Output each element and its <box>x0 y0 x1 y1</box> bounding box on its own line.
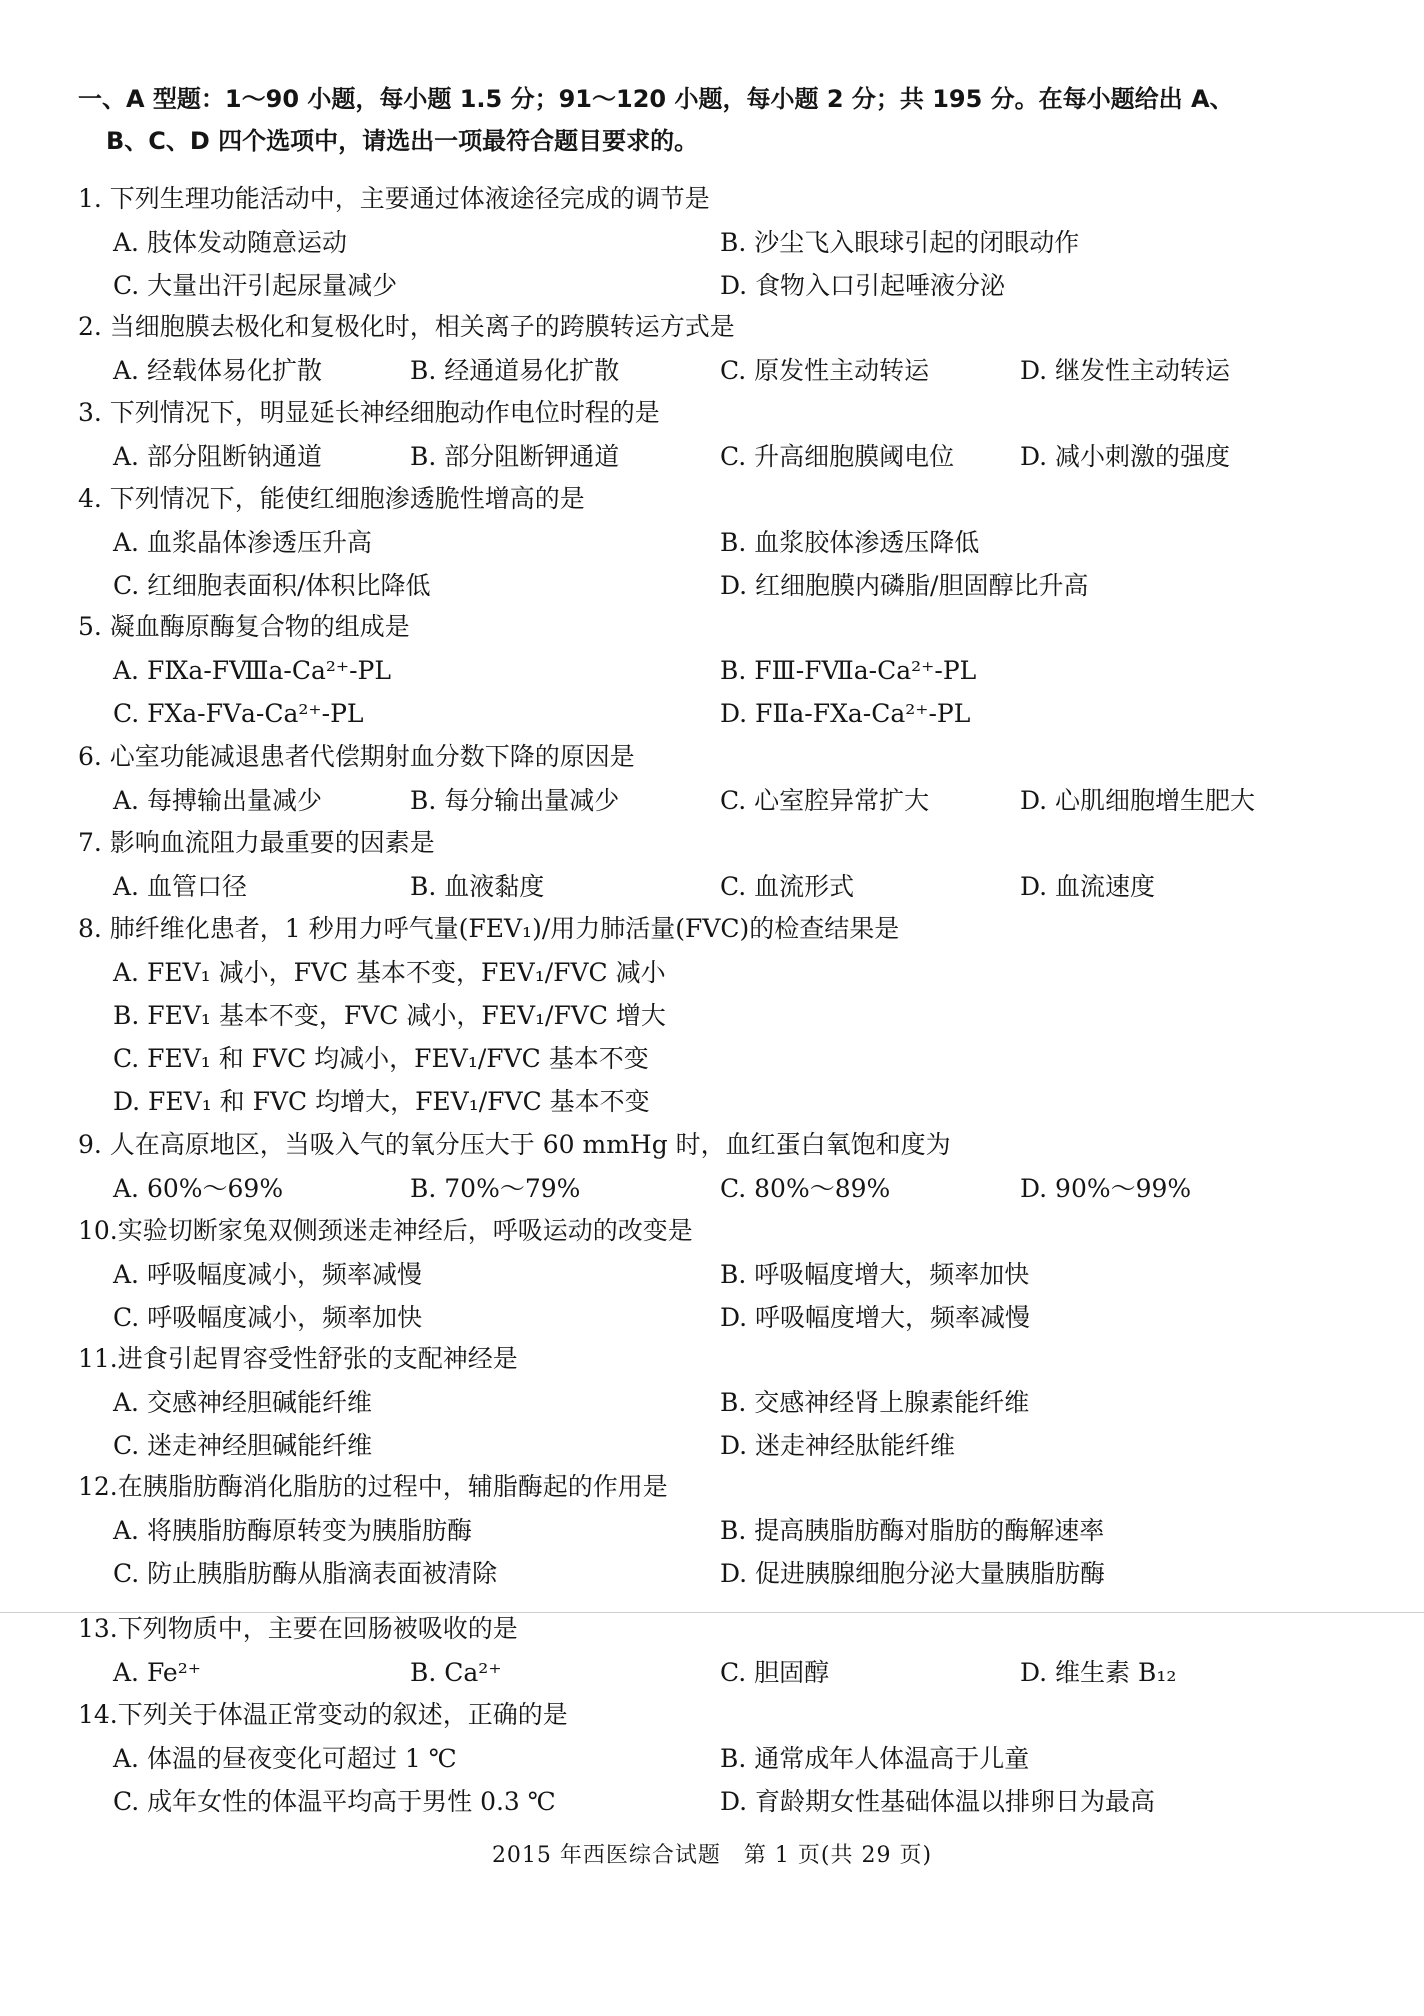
option-a: A. Fe²⁺ <box>113 1658 201 1687</box>
question-stem: 9. 人在高原地区，当吸入气的氧分压大于 60 mmHg 时，血红蛋白氧饱和度为 <box>78 1130 951 1159</box>
option-c: C. 红细胞表面积/体积比降低 <box>113 571 431 600</box>
question-stem: 13.下列物质中，主要在回肠被吸收的是 <box>78 1614 518 1643</box>
option-d: D. 食物入口引起唾液分泌 <box>720 271 1006 300</box>
option-b: B. 每分输出量减少 <box>410 786 620 815</box>
question-7 <box>78 820 1358 908</box>
option-c: C. FⅩa-FⅤa-Ca²⁺-PL <box>113 699 364 728</box>
option-b: B. 通常成年人体温高于儿童 <box>720 1744 1030 1773</box>
option-a: A. 每搏输出量减少 <box>113 786 322 815</box>
option-b: B. 经通道易化扩散 <box>410 356 620 385</box>
option-a: A. 体温的昼夜变化可超过 1 ℃ <box>113 1744 457 1773</box>
question-stem: 6. 心室功能减退患者代偿期射血分数下降的原因是 <box>78 742 635 771</box>
question-13 <box>78 1606 1358 1694</box>
option-b: B. 血液黏度 <box>410 872 545 901</box>
option-a: A. 肢体发动随意运动 <box>113 228 347 257</box>
option-d: D. 促进胰腺细胞分泌大量胰脂肪酶 <box>720 1559 1106 1588</box>
question-9 <box>78 1122 1358 1210</box>
option-c: C. FEV₁ 和 FVC 均减小，FEV₁/FVC 基本不变 <box>113 1044 649 1073</box>
option-a: A. FEV₁ 减小，FVC 基本不变，FEV₁/FVC 减小 <box>113 958 666 987</box>
option-c: C. 胆固醇 <box>720 1658 830 1687</box>
option-d: D. 90%～99% <box>1020 1174 1192 1203</box>
option-b: B. 提高胰脂肪酶对脂肪的酶解速率 <box>720 1516 1105 1545</box>
option-d: D. 血流速度 <box>1020 872 1156 901</box>
option-a: A. 血管口径 <box>113 872 247 901</box>
option-a: A. 60%～69% <box>113 1174 284 1203</box>
question-stem: 7. 影响血流阻力最重要的因素是 <box>78 828 435 857</box>
option-d: D. 维生素 B₁₂ <box>1020 1658 1177 1687</box>
section-instructions <box>78 78 1348 162</box>
option-c: C. 防止胰脂肪酶从脂滴表面被清除 <box>113 1559 498 1588</box>
option-b: B. 70%～79% <box>410 1174 581 1203</box>
option-c: C. 原发性主动转运 <box>720 356 930 385</box>
option-a: A. FⅨa-FⅧa-Ca²⁺-PL <box>113 656 391 685</box>
option-a: A. 将胰脂肪酶原转变为胰脂肪酶 <box>113 1516 472 1545</box>
option-b: B. 交感神经肾上腺素能纤维 <box>720 1388 1030 1417</box>
question-2 <box>78 304 1358 392</box>
option-c: C. 升高细胞膜阈电位 <box>720 442 955 471</box>
option-d: D. FEV₁ 和 FVC 均增大，FEV₁/FVC 基本不变 <box>113 1087 650 1116</box>
question-14 <box>78 1692 1358 1823</box>
question-11 <box>78 1336 1358 1467</box>
option-b: B. Ca²⁺ <box>410 1658 502 1687</box>
option-a: A. 经载体易化扩散 <box>113 356 322 385</box>
option-d: D. 迷走神经肽能纤维 <box>720 1431 956 1460</box>
option-a: A. 部分阻断钠通道 <box>113 442 322 471</box>
option-c: C. 心室腔异常扩大 <box>720 786 930 815</box>
question-stem: 10.实验切断家兔双侧颈迷走神经后，呼吸运动的改变是 <box>78 1216 693 1245</box>
question-stem: 1. 下列生理功能活动中，主要通过体液途径完成的调节是 <box>78 184 710 213</box>
option-c: C. 迷走神经胆碱能纤维 <box>113 1431 373 1460</box>
question-stem: 14.下列关于体温正常变动的叙述，正确的是 <box>78 1700 568 1729</box>
question-stem: 5. 凝血酶原酶复合物的组成是 <box>78 612 410 641</box>
option-c: C. 血流形式 <box>720 872 855 901</box>
option-c: C. 大量出汗引起尿量减少 <box>113 271 398 300</box>
question-12 <box>78 1464 1358 1595</box>
option-d: D. 心肌细胞增生肥大 <box>1020 786 1256 815</box>
option-d: D. 育龄期女性基础体温以排卵日为最高 <box>720 1787 1156 1816</box>
question-8 <box>78 906 1358 1123</box>
option-b: B. 血浆胶体渗透压降低 <box>720 528 980 557</box>
option-a: A. 血浆晶体渗透压升高 <box>113 528 372 557</box>
question-4 <box>78 476 1358 607</box>
option-c: C. 成年女性的体温平均高于男性 0.3 ℃ <box>113 1787 556 1816</box>
question-10 <box>78 1208 1358 1339</box>
question-stem: 4. 下列情况下，能使红细胞渗透脆性增高的是 <box>78 484 585 513</box>
option-b: B. FⅢ-FⅦa-Ca²⁺-PL <box>720 656 977 685</box>
page-footer: 2015 年西医综合试题 第 1 页(共 29 页) <box>491 1843 933 1868</box>
instructions-line-2: B、C、D 四个选项中，请选出一项最符合题目要求的。 <box>106 127 699 155</box>
question-6 <box>78 734 1358 822</box>
option-a: A. 呼吸幅度减小，频率减慢 <box>113 1260 422 1289</box>
question-5 <box>78 604 1358 735</box>
option-b: B. 沙尘飞入眼球引起的闭眼动作 <box>720 228 1080 257</box>
option-b: B. FEV₁ 基本不变，FVC 减小，FEV₁/FVC 增大 <box>113 1001 666 1030</box>
option-d: D. 呼吸幅度增大，频率减慢 <box>720 1303 1031 1332</box>
option-d: D. 红细胞膜内磷脂/胆固醇比升高 <box>720 571 1089 600</box>
option-a: A. 交感神经胆碱能纤维 <box>113 1388 372 1417</box>
option-c: C. 呼吸幅度减小，频率加快 <box>113 1303 423 1332</box>
option-b: B. 呼吸幅度增大，频率加快 <box>720 1260 1030 1289</box>
question-stem: 11.进食引起胃容受性舒张的支配神经是 <box>78 1344 518 1373</box>
question-1 <box>78 176 1358 307</box>
question-stem: 12.在胰脂肪酶消化脂肪的过程中，辅脂酶起的作用是 <box>78 1472 668 1501</box>
option-b: B. 部分阻断钾通道 <box>410 442 620 471</box>
question-stem: 3. 下列情况下，明显延长神经细胞动作电位时程的是 <box>78 398 660 427</box>
option-d: D. FⅡa-FⅩa-Ca²⁺-PL <box>720 699 971 728</box>
instructions-line-1: 一、A 型题：1～90 小题，每小题 1.5 分；91～120 小题，每小题 2 分；共 195 分。在每小题给出 A、 <box>78 85 1234 113</box>
question-stem: 2. 当细胞膜去极化和复极化时，相关离子的跨膜转运方式是 <box>78 312 735 341</box>
option-d: D. 减小刺激的强度 <box>1020 442 1231 471</box>
question-stem: 8. 肺纤维化患者，1 秒用力呼气量(FEV₁)/用力肺活量(FVC)的检查结果是 <box>78 914 900 943</box>
option-c: C. 80%～89% <box>720 1174 891 1203</box>
question-3 <box>78 390 1358 478</box>
option-d: D. 继发性主动转运 <box>1020 356 1231 385</box>
